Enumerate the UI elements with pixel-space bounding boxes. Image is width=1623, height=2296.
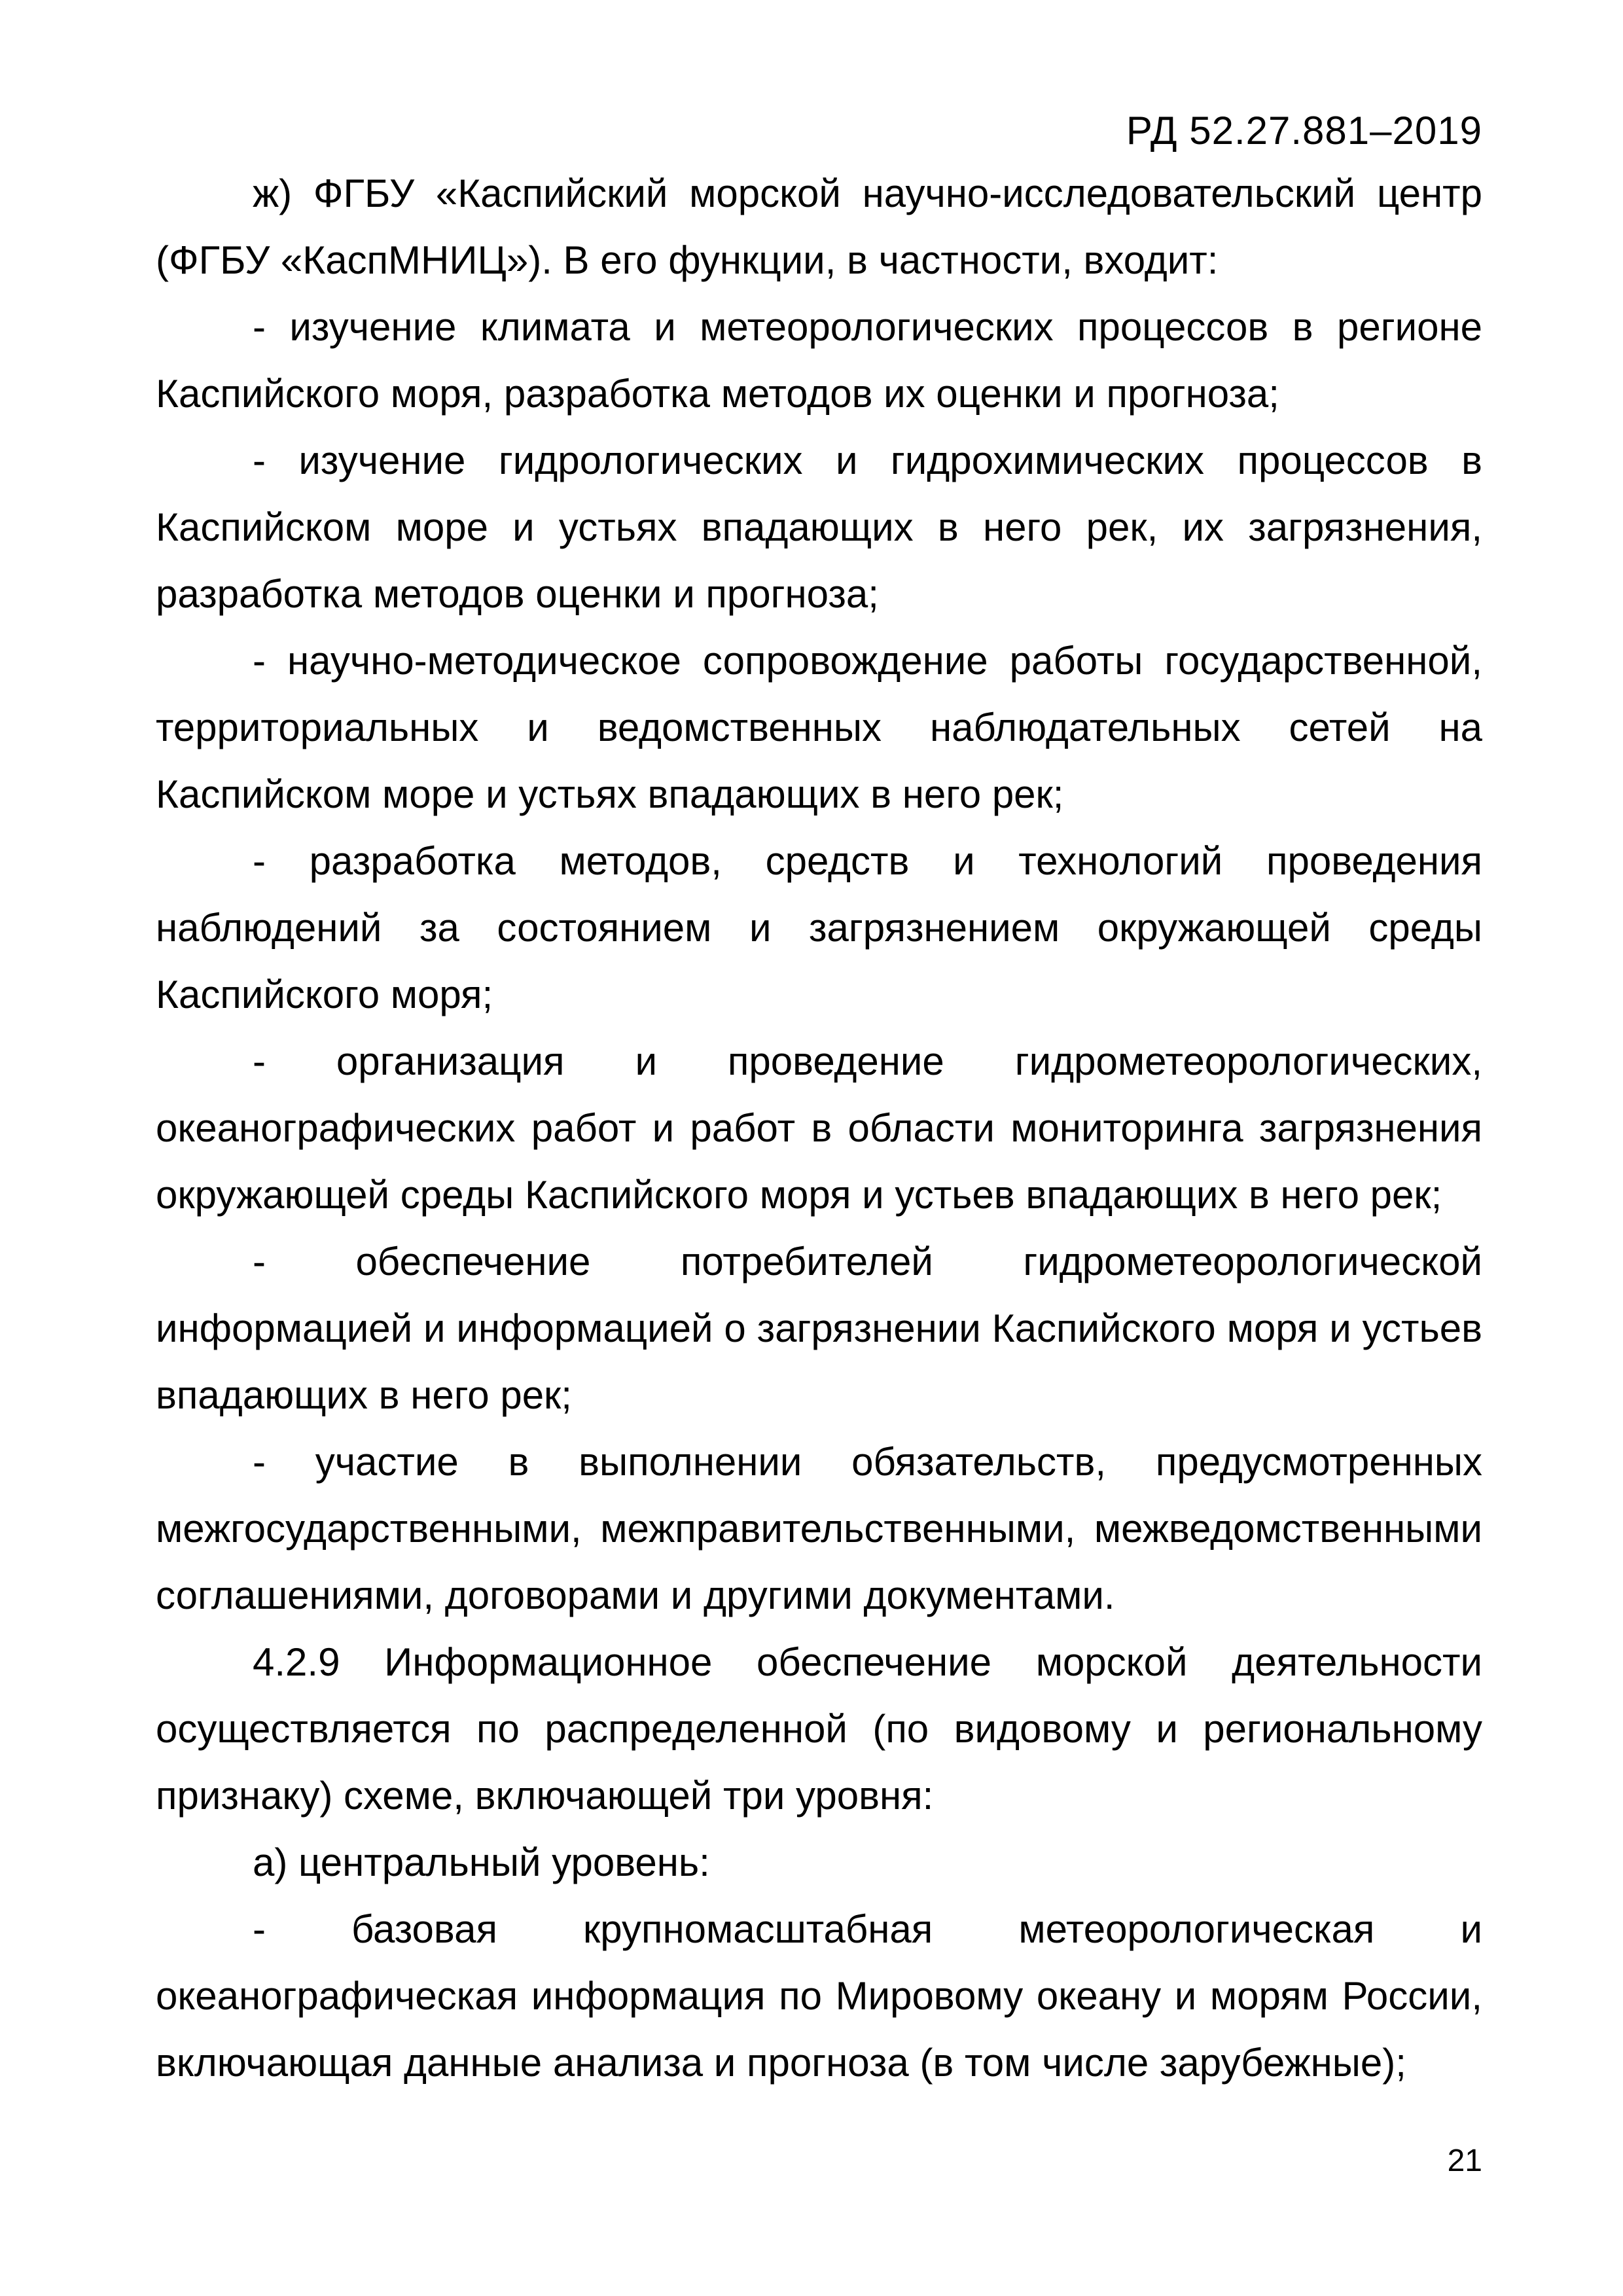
paragraph-works-organization: - организация и проведение гидрометеорологических, океанографических работ и работ в области мониторинга загрязнения окружающей среды Каспийского моря и устьев впадающих в него рек; bbox=[156, 1039, 1482, 1217]
document-code-header: РД 52.27.881–2019 bbox=[1126, 109, 1482, 152]
paragraph-kaspmnits-intro: ж) ФГБУ «Каспийский морской научно-исследовательский центр (ФГБУ «КаспМНИЦ»). В его функции, в частности, входит: bbox=[156, 171, 1482, 282]
paragraph-climate-study: - изучение климата и метеорологических процессов в регионе Каспийского моря, разработка методов их оценки и прогноза; bbox=[156, 305, 1482, 416]
document-body bbox=[156, 160, 1482, 2096]
paragraph-section-4-2-9: 4.2.9 Информационное обеспечение морской деятельности осуществляется по распределенной (по видовому и региональному признаку) схеме, включающей три уровня: bbox=[156, 1640, 1482, 1818]
paragraph-methods-development: - разработка методов, средств и технологий проведения наблюдений за состоянием и загрязнением окружающей среды Каспийского моря; bbox=[156, 839, 1482, 1016]
paragraph-central-level: а) центральный уровень: bbox=[253, 1840, 710, 1884]
paragraph-obligations: - участие в выполнении обязательств, предусмотренных межгосударственными, межправительственными, межведомственными соглашениями, договорами и другими документами. bbox=[156, 1440, 1482, 1617]
paragraph-hydrology-study: - изучение гидрологических и гидрохимических процессов в Каспийском море и устьях впадающих в него рек, их загрязнения, разработка методов оценки и прогноза; bbox=[156, 439, 1482, 616]
paragraph-base-information: - базовая крупномасштабная метеорологическая и океанографическая информация по Мировому океану и морям России, включающая данные анализа и прогноза (в том числе зарубежные); bbox=[156, 1907, 1482, 2085]
paragraph-consumer-provision: - обеспечение потребителей гидрометеорологической информацией и информацией о загрязнении Каспийского моря и устьев впадающих в него рек; bbox=[156, 1240, 1482, 1417]
page-number: 21 bbox=[1447, 2144, 1482, 2178]
paragraph-network-support: - научно-методическое сопровождение работы государственной, территориальных и ведомственных наблюдательных сетей на Каспийском море и устьях впадающих в него рек; bbox=[156, 639, 1482, 816]
